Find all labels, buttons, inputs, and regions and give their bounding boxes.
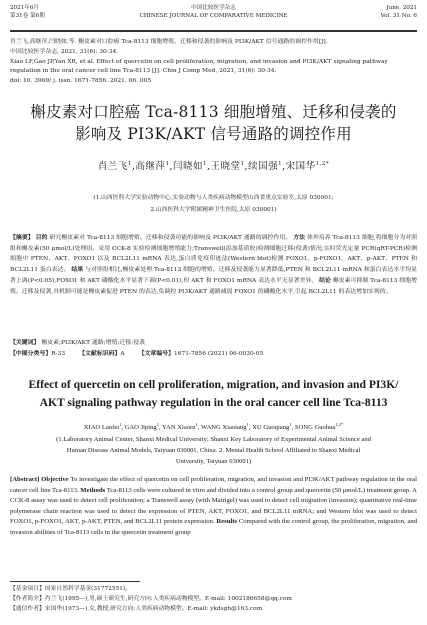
header-rule: [10, 30, 417, 32]
author-cn: 续国强$^1$: [248, 161, 283, 173]
affiliation-en-line: Human Disease Animal Models, Taiyuan 030001, China. 2. Mental Health School Affiliated to Shanxi Medical: [66, 447, 361, 454]
title-cn-line: 影响及 PI3K/AKT 信号通路的调控作用: [75, 125, 352, 143]
doi-line: doi: 10. 3969/ j. issn. 1671-7856. 2021. 06. 005: [10, 78, 152, 85]
header-journal-en: CHINESE JOURNAL OF COMPARATIVE MEDICINE: [139, 13, 288, 19]
header-journal-cn: 中国比较医学杂志: [191, 5, 236, 11]
title-en-line: AKT signaling pathway regulation in the oral cancer cell line Tca-8113: [39, 395, 388, 409]
methods-en-label: Methods: [80, 486, 106, 494]
abstract-en-label: [Abstract]: [10, 476, 40, 483]
author-en: XU Guoqiang$^1$: [252, 422, 292, 432]
affiliations-english: [10, 434, 417, 467]
clc-label: 【中图分类号】: [10, 351, 52, 357]
article-no-value: 1671-7856 (2021) 06-0030-05: [174, 351, 264, 357]
citation-line: 中国比较医学杂志, 2021, 31(6): 30-34.: [10, 48, 119, 55]
citation-line: Xiao LF,Gao JP,Yan XR, et al. Effect of quercetin on cell proliferation, migration, and invasion and PI3K/AKT signaling pathway: [10, 58, 388, 65]
author-en: WANG Xiaotang$^1$: [200, 422, 249, 432]
title-en-line: Effect of quercetin on cell proliferation, migration, and invasion and PI3K/: [28, 378, 399, 391]
header-date-cn: 2021年6月: [10, 5, 39, 11]
conclusion-text: 槲皮素可抑制 Tca-8113 细胞增殖、迁移及侵袭,其机制可能是槲皮素促进 PTEN 的表达,负调控 PI3K/AKT 通路减弱 FOXO1 的磷酸化水平,引起 BCL2L11 的表达增加实现的。: [10, 277, 417, 295]
classification-row: [10, 349, 417, 360]
keywords-block: [10, 338, 417, 360]
clc-value: R-33: [51, 351, 66, 357]
author-cn: 高继萍$^1$: [135, 161, 170, 173]
objective-label: 目的: [35, 235, 48, 241]
author-cn: 王晓堂$^1$: [210, 161, 245, 173]
authors-chinese: 肖兰飞$^1$,高继萍$^1$,闫晓如$^1$,王晓堂$^1$,续国强$^1$,宋国华$^{1,2*}$: [97, 161, 330, 173]
footnotes: [10, 584, 417, 614]
citation-line: 肖兰飞,高继萍,闫晓如,等. 槲皮素对口腔癌 Tca-8113 细胞增殖、迁移和侵袭的影响及 PI3K/AKT 信号通路的调控作用[J].: [10, 39, 328, 45]
abstract-chinese: [10, 233, 417, 297]
author-en: SONG Guohua$^{1,2*}$: [294, 422, 344, 432]
objective-en-text: To investigate the effect of quercetin on cell proliferation, migration, and invasion and PI3K/AKT pathway regulation in the oral cancer cell line Tca-8113.: [10, 476, 417, 494]
keywords-label: 【关键词】: [10, 340, 40, 346]
affiliations-chinese: [10, 193, 417, 216]
corresponding-footnote: 【通信作者】宋国华(1973—),女,教授,研究方向:人类疾病动物模型。E-mail: ykdsgh@163.com: [10, 606, 263, 612]
objective-text: 研究槲皮素对 Tca-8113 细胞增殖、迁移和侵袭功能的影响及 PI3K/AKT 通路的调控作用。: [49, 235, 292, 241]
author-footnote: 【作者简介】肖兰飞(1995—),男,硕士研究生,研究方向:人类疾病动物模型。E-mail: 1002186658@qq.com: [10, 596, 292, 602]
article-no-label: 【文章编号】: [138, 351, 174, 357]
author-cn: 闫晓如$^1$: [172, 161, 207, 173]
keywords-value: 槲皮素;PI3K/AKT 通路;增殖;迁移;侵袭: [41, 340, 145, 346]
authors-english: XIAO Lanfei$^1$, GAO Jiping$^1$, YAN Xiaoru$^1$, WANG Xiaotang$^1$, XU Guoqiang$^1$, SONG Guohua$^{1,2*}$: [83, 422, 344, 432]
author-en: GAO Jiping$^1$: [124, 422, 159, 432]
author-cn: 肖兰飞$^1$: [97, 161, 132, 173]
affiliation-line: (1.山西医科大学实验动物中心,实验动物与人类疾病动物模型山西省重点实验室,太原 030001;: [93, 195, 334, 201]
results-en-text: Compared with the control group, the proliferation, migration, and invasion abilities of Tca-8113 cells in the quercetin treatment group: [10, 518, 418, 536]
title-chinese: [10, 101, 417, 145]
doc-code-label: 【文献标识码】: [79, 351, 121, 357]
citation-line: regulation in the oral cancer cell line Tca-8113 [J]. Chin J Comp Med, 2021, 31(6): 30-34.: [10, 68, 277, 75]
header-volume-en: Vol. 31 No. 6: [380, 13, 417, 19]
footnote-rule: [10, 581, 140, 582]
author-en: XIAO Lanfei$^1$: [83, 422, 122, 432]
conclusion-label: 结论: [319, 277, 331, 284]
fund-footnote: 【基金项目】国家自然科学基金(31772551)。: [10, 586, 131, 592]
header-volume-cn: 第31卷 第6期: [10, 13, 45, 19]
affiliation-en-line: University, Taiyuan 030001): [175, 458, 252, 465]
abstract-english: [10, 475, 417, 539]
results-en-label: Results: [216, 518, 238, 526]
title-english: [10, 376, 417, 411]
methods-text: 体外培养 Tca-8113 细胞,将细胞分为对照组和槲皮素(50 μmol/L)处理组。采用 CCK-8 实验检测细胞增殖能力;Transwell(添加基质胶)检测细胞迁移(侵袭)情况;实时荧光定量 PCR(qRT-PCR)检测细胞中 PTEN、AKT、FOXO1 以及 BCL2L11 mRNA 表达,蛋白质免疫印迹法(Western blot)检测 FOXO1、p-FOXO1、AKT、p-AKT、PTEN 和 BCL2L11 蛋白表达。: [10, 235, 418, 274]
abstract-label: 【摘要】: [10, 235, 34, 241]
affiliation-en-line: (1.Laboratory Animal Center, Shanxi Medical University; Shanxi Key Laboratory of Experimental Animal Science and: [56, 436, 371, 443]
results-label: 结果: [71, 267, 84, 274]
results-text: 与对照组相比,槲皮素处理 Tca-8113 细胞的增殖、迁移及侵袭能力显著降低,PTEN 和 BCL2L11 mRNA 和蛋白表达水平均显著上调(P<0.05),FOXO1 和 AKT 磷酸化水平显著下调(P<0.01),但 AKT 和 FOXO1 mRNA 表达水平无显著差异。: [10, 267, 418, 284]
methods-label: 方法: [293, 235, 306, 241]
header-date-en: June, 2021: [386, 5, 417, 11]
doc-code-value: A: [120, 351, 125, 357]
author-en: YAN Xiaoru$^1$: [162, 422, 198, 432]
methods-en-text: Tca-8113 cells were cultured in vitro and divided into a control group and quercetin (50 μmol/L) treatment group. A CCK-8 assay was used to detect cell proliferation; a Transwell assay (with Matrigel) was used to detect cell migration (invasion); quantitative real-time polymerase chain reaction was used to detect the expression of PTEN, AKT, FOXO1, and BCL2L11 mRNA; and Western blot was used to detect FOXO1, p-FOXO1, AKT, p-AKT, PTEN, and BCL2L11 protein expression.: [10, 486, 418, 526]
author-cn: 宋国华$^{1,2*}$: [285, 161, 330, 173]
title-cn-line: 槲皮素对口腔癌 Tca-8113 细胞增殖、迁移和侵袭的: [30, 103, 397, 121]
affiliation-line: 2.山西医科大学附属精神卫生医院,太原 030001): [150, 206, 277, 213]
citation-block: [10, 38, 417, 87]
objective-en-label: Objective: [41, 476, 69, 483]
